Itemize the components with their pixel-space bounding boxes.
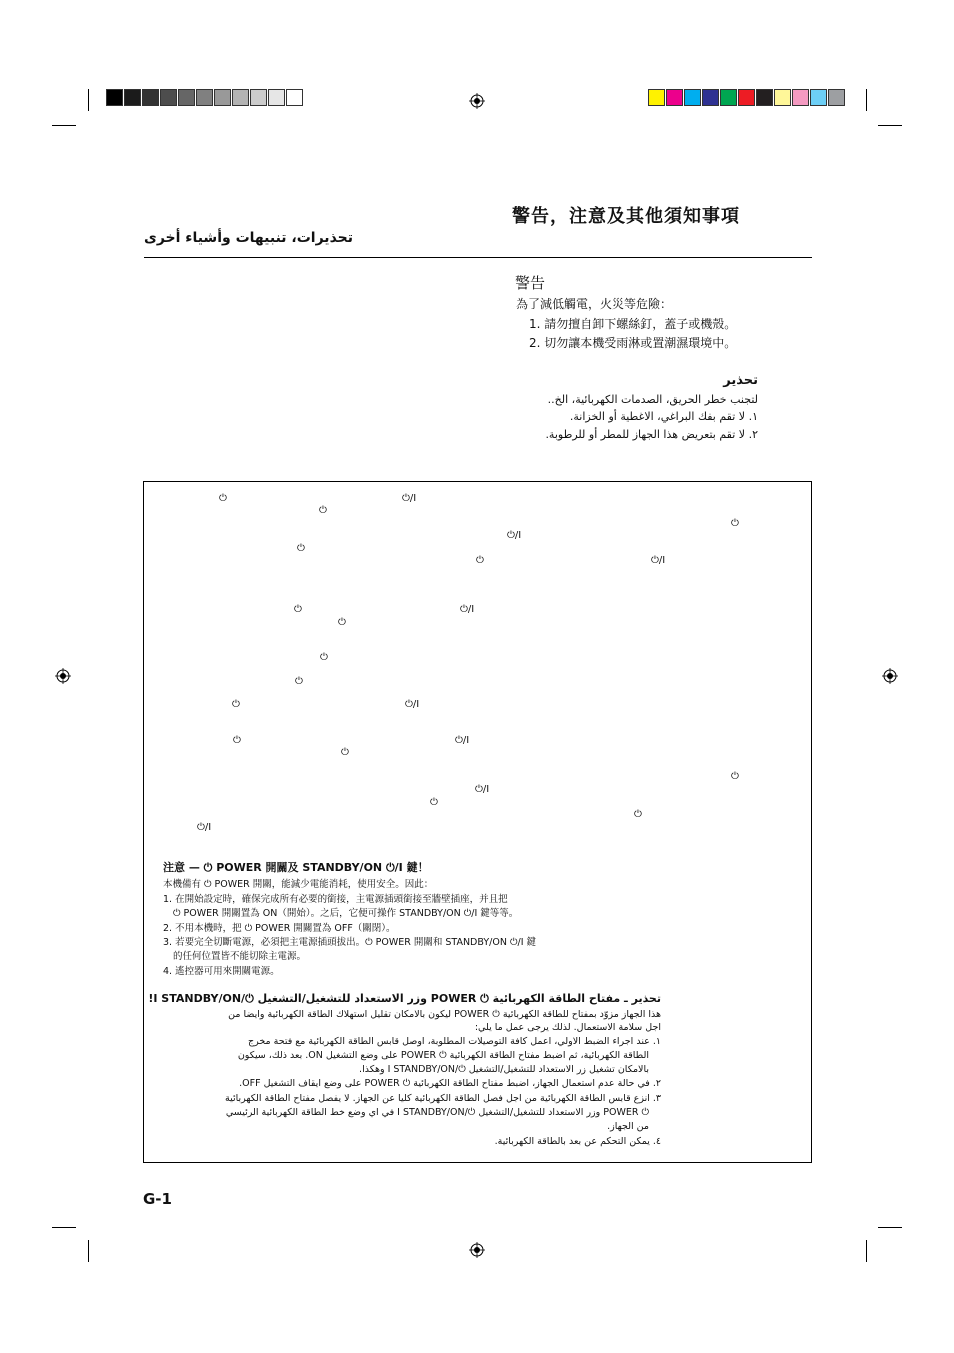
standby-symbol-icon: ⏻/I — [651, 555, 666, 566]
crop-mark — [878, 1227, 902, 1228]
caution-title-arabic: تحذير ـ مفتاح الطاقة الكهربائية ⏻ POWER وزر الاستعداد للتشغيل/التشغيل ⏻/I STANDBY/ON! — [148, 992, 661, 1005]
caution-line-chinese: 本機備有 ⏻ POWER 開關，能減少電能消耗，使用安全。因此： — [163, 879, 434, 890]
crop-mark — [52, 125, 76, 126]
grayscale-swatch — [106, 89, 123, 106]
caution-line-arabic: من الجهاز. — [607, 1121, 649, 1132]
grayscale-swatch — [178, 89, 195, 106]
grayscale-swatch — [268, 89, 285, 106]
caution-line-arabic: ⏻ POWER وزر الاستعداد للتشغيل/التشغيل ⏻/I STANDBY/ON في اي وضع خط الطاقة الكهربائية الرئيسي — [225, 1107, 649, 1118]
color-swatch — [720, 89, 737, 106]
grayscale-swatch — [232, 89, 249, 106]
warning-item-chinese: 1. 請勿擅自卸下螺絲釘，蓋子或機殼。 — [529, 317, 737, 331]
grayscale-swatch — [124, 89, 141, 106]
color-swatch — [684, 89, 701, 106]
registration-mark-icon — [469, 1242, 485, 1258]
warning-title-chinese: 警告 — [515, 274, 546, 292]
standby-symbol-icon: ⏻/I — [405, 699, 420, 710]
power-symbol-icon: ⏻ — [634, 809, 642, 820]
color-swatch — [666, 89, 683, 106]
caution-line-chinese: 4. 遙控器可用來開關電源。 — [163, 966, 280, 977]
power-symbol-icon: ⏻ — [297, 543, 305, 554]
power-symbol-icon: ⏻ — [320, 652, 328, 663]
grayscale-swatch — [142, 89, 159, 106]
grayscale-swatch — [196, 89, 213, 106]
power-symbol-icon: ⏻ — [294, 604, 302, 615]
color-swatch — [792, 89, 809, 106]
power-symbol-icon: ⏻ — [233, 735, 241, 746]
grayscale-swatch — [286, 89, 303, 106]
power-symbol-icon: ⏻ — [430, 797, 438, 808]
color-swatch — [756, 89, 773, 106]
power-symbol-icon: ⏻ — [731, 518, 739, 529]
power-symbol-icon: ⏻ — [338, 617, 346, 628]
crop-mark — [866, 1240, 867, 1262]
grayscale-swatch — [250, 89, 267, 106]
color-swatch — [702, 89, 719, 106]
standby-symbol-icon: ⏻/I — [402, 493, 417, 504]
caution-line-arabic: الطاقة الكهربائية، ثم اضبط مفتاح الطاقة الكهربائية ⏻ POWER على وضع التشغيل ON. بعد ذلك، سيكون — [237, 1050, 649, 1061]
crop-mark — [878, 125, 902, 126]
color-swatch — [828, 89, 845, 106]
warning-title-arabic: تحذير — [723, 373, 758, 388]
power-symbol-icon: ⏻ — [232, 699, 240, 710]
standby-symbol-icon: ⏻/I — [507, 530, 522, 541]
registration-mark-icon — [882, 668, 898, 684]
standby-symbol-icon: ⏻/I — [460, 604, 475, 615]
header-divider — [144, 257, 812, 258]
standby-symbol-icon: ⏻/I — [455, 735, 470, 746]
caution-line-arabic: ١. عند اجراء الضبط الاولي، اعمل كافة التوصيلات المطلوبة، اوصل قابس الطاقة الكهربائية مع فتحة مخرج — [247, 1036, 661, 1047]
warning-intro-chinese: 為了減低觸電，火災等危險： — [516, 297, 673, 311]
power-symbol-icon: ⏻ — [476, 555, 484, 566]
caution-line-arabic: ٤. يمكن التحكم عن بعد بالطاقة الكهربائية. — [494, 1136, 661, 1147]
warning-item-arabic: ١. لا تقم بفك البراغي، الاغطية أو الخزانة. — [569, 410, 758, 423]
power-symbol-icon: ⏻ — [731, 771, 739, 782]
color-swatch — [648, 89, 665, 106]
caution-line-arabic: هذا الجهاز مزوّد بمفتاح للطاقة الكهربائية ⏻ POWER ليكون بالامكان تقليل استهلاك الطاقة الكهربائية وايضا من — [228, 1009, 661, 1020]
standby-symbol-icon: ⏻/I — [475, 784, 490, 795]
caution-line-chinese: 2. 不用本機時，把 ⏻ POWER 開關置為 OFF（關閉）。 — [163, 923, 396, 934]
warning-item-arabic: ٢. لا تقم بتعريض هذا الجهاز للمطر أو للرطوبة. — [545, 428, 758, 441]
power-symbol-icon: ⏻ — [319, 505, 327, 516]
power-symbol-icon: ⏻ — [295, 676, 303, 687]
power-symbol-icon: ⏻ — [219, 493, 227, 504]
caution-line-arabic: ٢. في حالة عدم استعمال الجهاز، اضبط مفتاح الطاقة الكهربائية ⏻ POWER على وضع ايقاف التشغيل OFF. — [239, 1078, 661, 1089]
color-swatch — [774, 89, 791, 106]
caution-title-chinese: 注意 — ⏻ POWER 開關及 STANDBY/ON ⏻/I 鍵！ — [163, 861, 429, 874]
grayscale-swatch — [214, 89, 231, 106]
caution-line-chinese: 3. 若要完全切斷電源，必須把主電源插頭拔出。⏻ POWER 開關和 STANDBY/ON ⏻/I 鍵 — [163, 937, 537, 948]
registration-mark-icon — [469, 93, 485, 109]
grayscale-swatch — [160, 89, 177, 106]
caution-line-chinese: 的任何位置皆不能切除主電源。 — [173, 951, 307, 962]
power-symbol-icon: ⏻ — [341, 747, 349, 758]
registration-mark-icon — [55, 668, 71, 684]
standby-symbol-icon: ⏻/I — [197, 822, 212, 833]
crop-mark — [88, 89, 89, 111]
caution-line-chinese: ⏻ POWER 開關置為 ON（開始）。之后，它便可操作 STANDBY/ON ⏻/I 鍵等等。 — [173, 908, 519, 919]
page-title-arabic: تحذيرات، تنبيهات وأشياء أخرى — [144, 230, 354, 246]
warning-item-chinese: 2. 切勿讓本機受雨淋或置潮濕環境中。 — [529, 336, 737, 350]
page-title-chinese: 警告，注意及其他須知事項 — [512, 206, 740, 227]
crop-mark — [88, 1240, 89, 1262]
page-number: G-1 — [143, 1190, 172, 1208]
caution-line-chinese: 1. 在開始設定時，確保完成所有必要的銜接，主電源插頭銜接至牆壁插座，并且把 — [163, 894, 508, 905]
crop-mark — [52, 1227, 76, 1228]
caution-line-arabic: اجل سلامة الاستعمال. لذلك يرجى عمل ما يلي: — [474, 1022, 661, 1033]
caution-line-arabic: بالامكان تشغيل زر الاستعداد للتشغيل/التشغيل ⏻/I STANDBY/ON وهكذا. — [359, 1064, 649, 1075]
crop-mark — [866, 89, 867, 111]
warning-intro-arabic: لتجنب خطر الحريق، الصدمات الكهربائية، الخ.. — [547, 393, 758, 406]
color-swatch — [810, 89, 827, 106]
caution-line-arabic: ٣. انزع قابس الطاقة الكهربائية من اجل فصل الطاقة الكهربائية كليا عن الجهاز. لا يفصل مفتاح الطاقة الكهربائية — [224, 1093, 661, 1104]
color-swatch — [738, 89, 755, 106]
